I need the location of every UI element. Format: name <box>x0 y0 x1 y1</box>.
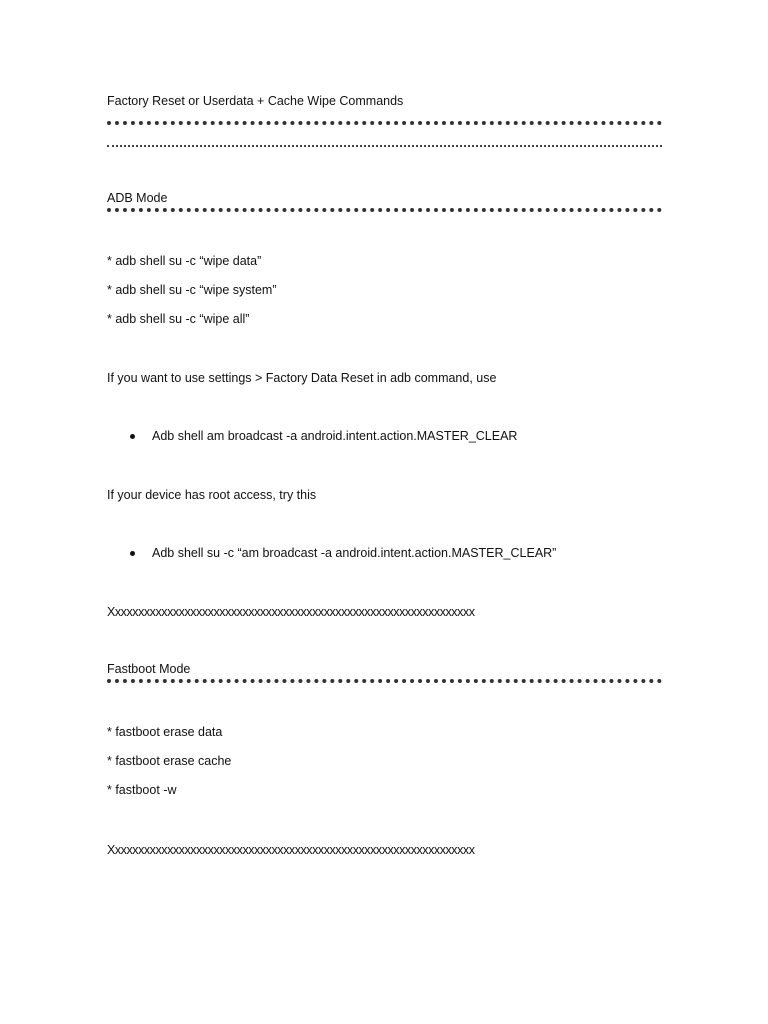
fastboot-mode-heading: Fastboot Mode <box>107 662 191 676</box>
settings-intro-text: If you want to use settings > Factory Data Reset in adb command, use <box>107 371 497 385</box>
fastboot-command-line: * fastboot -w <box>107 783 177 797</box>
adb-command-line: * adb shell su -c “wipe data” <box>107 254 262 268</box>
bullet-dot-icon <box>130 551 135 556</box>
fastboot-command-line: * fastboot erase cache <box>107 754 232 768</box>
settings-bullet-command: Adb shell am broadcast -a android.intent.action.MASTER_CLEAR <box>152 429 518 443</box>
bullet-dot-icon <box>130 434 135 439</box>
title-underline <box>107 121 662 125</box>
separator-line: Xxxxxxxxxxxxxxxxxxxxxxxxxxxxxxxxxxxxxxxxxxxxxxxxxxxxxxxxxxxxxxx <box>107 843 475 857</box>
title-divider <box>107 145 662 147</box>
adb-command-line: * adb shell su -c “wipe all” <box>107 312 250 326</box>
fastboot-heading-underline <box>107 679 662 683</box>
adb-heading-underline <box>107 208 662 212</box>
fastboot-command-line: * fastboot erase data <box>107 725 223 739</box>
root-bullet-command: Adb shell su -c “am broadcast -a android.intent.action.MASTER_CLEAR” <box>152 546 557 560</box>
separator-line: Xxxxxxxxxxxxxxxxxxxxxxxxxxxxxxxxxxxxxxxxxxxxxxxxxxxxxxxxxxxxxxx <box>107 605 475 619</box>
adb-command-line: * adb shell su -c “wipe system” <box>107 283 277 297</box>
root-intro-text: If your device has root access, try this <box>107 488 317 502</box>
adb-mode-heading: ADB Mode <box>107 191 168 205</box>
document-title: Factory Reset or Userdata + Cache Wipe Commands <box>107 94 404 108</box>
